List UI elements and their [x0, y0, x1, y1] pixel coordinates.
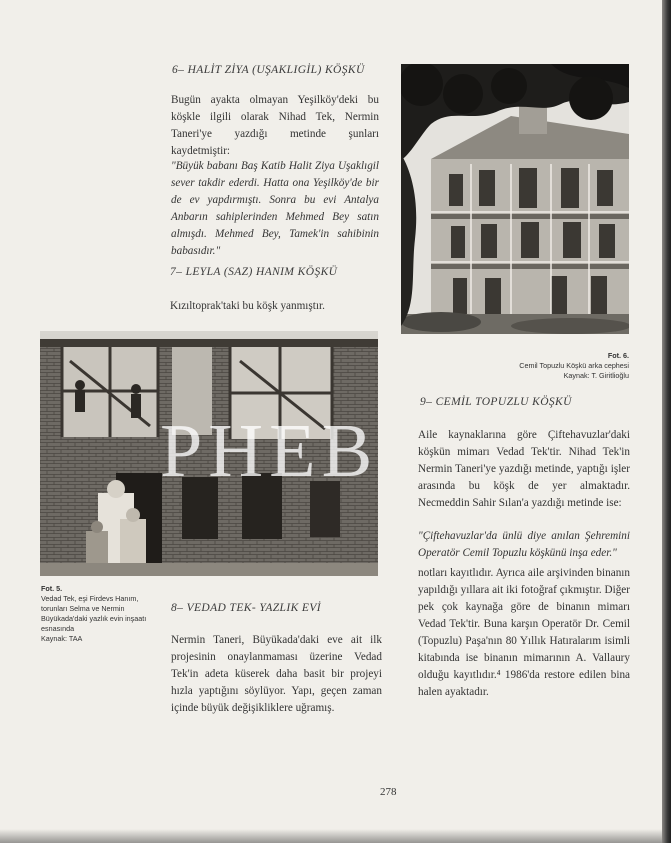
mansion-photo-image [401, 64, 629, 334]
halit-quote-paragraph: "Büyük babanı Baş Katib Halit Ziya Uşaklıgil sever takdir ederdi. Hatta ona Yeşilköy'de bir de ev yapdırmıştı. Sonra bu evi Antalya Anbarın sahiplerinden Mehmed Bey satın almışdı. Mehmed Bey, Tamek'in sahibinin babasıdır." [171, 160, 379, 257]
caption-fot6-text: Cemil Topuzlu Köşkü arka cephesi [519, 361, 629, 370]
heading-cemil-topuzlu: 9– CEMİL TOPUZLU KÖŞKÜ [420, 396, 572, 408]
leyla-paragraph: Kızıltoprak'taki bu köşk yanmıştır. [170, 300, 325, 312]
caption-fot5 [41, 584, 161, 644]
heading-halit-ziya: 6– HALİT ZİYA (UŞAKLIGİL) KÖŞKÜ [172, 64, 365, 76]
page-number: 278 [380, 786, 397, 798]
caption-fot5-text: Vedad Tek, eşi Firdevs Hanım, torunları Selma ve Nermin Büyükada'daki yazlık evin inşaatı esnasında [41, 594, 147, 633]
heading-vedad-tek: 8– VEDAD TEK- YAZLIK EVİ [171, 602, 321, 614]
cemil-quote-paragraph: "Çiftehavuzlar'da ünlü diye anılan Şehremini Operatör Cemil Topuzlu köşkünü inşa eder." [418, 530, 630, 559]
page-bottom-shadow [0, 829, 662, 843]
vedad-paragraph: Nermin Taneri, Büyükada'daki eve ait ilk projesinin onaylanmaması üzerine Vedad Tek'in adeta küserek daha basit bir projeyi hızla yaptığını söylüyor. Yapı, geçen zaman içinde büyük değişikliklere uğramış. [171, 634, 382, 714]
watermark-text: PHEB [160, 409, 379, 493]
caption-fot6-source: Kaynak: T. Giritlioğlu [563, 371, 629, 380]
caption-fot5-source: Kaynak: TAA [41, 634, 83, 643]
halit-intro-paragraph: Bugün ayakta olmayan Yeşilköy'deki bu köşkle ilgili olarak Nihad Tek, Nermin Taneri'ye yazdığı metinde şunları kaydetmiştir: [171, 94, 379, 157]
caption-fot6-label: Fot. 6. [607, 351, 629, 360]
caption-fot6 [470, 351, 629, 381]
cemil-paragraph-2: notları kayıtlıdır. Ayrıca aile arşivinden binanın yapıldığı yıllara ait iki fotoğraf çıkmıştır. Diğer pek çok kaynağa göre de binanın mimarı Vedad Tek'tir. Buna karşın Operatör Dr. Cemil (Topuzlu) Paşa'nın 80 Yıllık Hatıralarım isimli kitabında ise binanın mimarının A. Vallaury olduğu kayıtlıdır.⁴ 1986'da restore edilen bina halen ayaktadır. [418, 567, 630, 698]
cemil-paragraph-1: Aile kaynaklarına göre Çiftehavuzlar'daki köşkün mimarı Vedad Tek'tir. Nihad Tek'in Nermin Taneri'ye yazdığı metinde, yaptığı işler arasında bu köşk de yer almaktadır. Necmeddin Sahir Sılan'a yazdığı metinde ise: [418, 429, 630, 509]
book-spine-edge [662, 0, 671, 843]
heading-leyla-saz: 7– LEYLA (SAZ) HANIM KÖŞKÜ [170, 266, 338, 278]
caption-fot5-label: Fot. 5. [41, 584, 63, 593]
photo-cemil-topuzlu-kosku [401, 64, 629, 334]
